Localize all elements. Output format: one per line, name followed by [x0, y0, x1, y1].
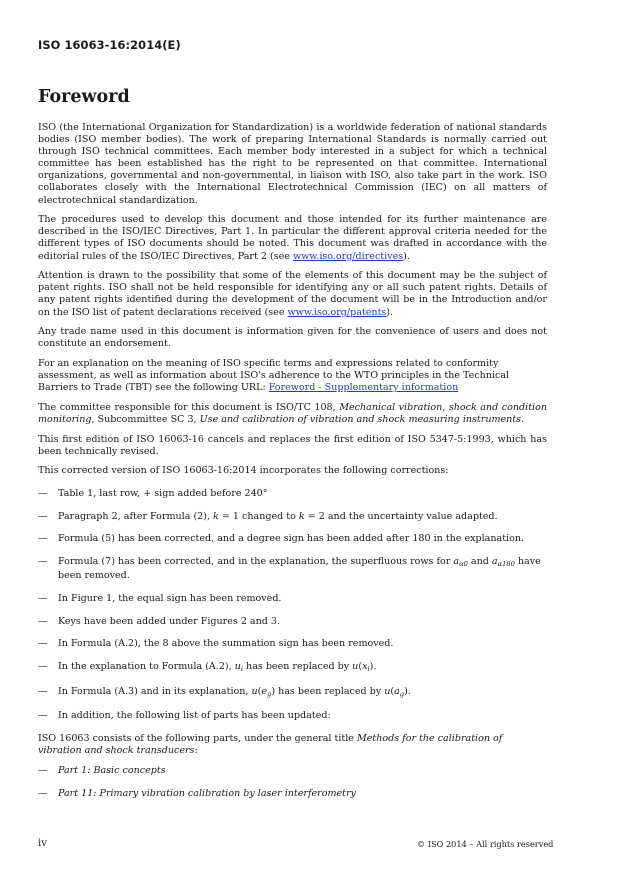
paragraph-procedures: The procedures used to develop this document and those intended for its further maintenance are described in the ISO/IEC Directives, Part 1. In particular the different approval criteria needed for the different types of ISO documents should be noted. This document was drafted in accordance with the editorial rules of the ISO/IEC Directives, Part 2 (see www.iso.org/directives).	[38, 214, 547, 262]
paragraph-edition: This first edition of ISO 16063-16 cancels and replaces the first edition of ISO 5347-5:1993, which has been technically revised.	[38, 433, 547, 457]
part-item: — Part 11: Primary vibration calibration by laser interferometry	[38, 787, 356, 799]
correction-item: — In addition, the following list of parts has been updated:	[38, 710, 331, 722]
correction-item: — Table 1, last row, + sign added before 240°	[38, 488, 268, 500]
correction-item: — Paragraph 2, after Formula (2), k = 1 changed to k = 2 and the uncertainty value adapted.	[38, 510, 498, 522]
paragraph-parts-intro: ISO 16063 consists of the following parts, under the general title Methods for the calibration of vibration and shock transducers:	[38, 733, 503, 757]
paragraph-corrected-version: This corrected version of ISO 16063-16:2014 incorporates the following corrections:	[38, 465, 449, 477]
correction-item: — Keys have been added under Figures 2 and 3.	[38, 615, 281, 627]
page-number: iv	[38, 838, 47, 849]
supplementary-information-link[interactable]: Foreword - Supplementary information	[268, 382, 459, 394]
paragraph-conformity: For an explanation on the meaning of ISO specific terms and expressions related to conformity assessment, as well as information about ISO's adherence to the WTO principles in the Technical Barriers to Trade (TBT) see the following URL: Foreword - Supplementary information	[38, 357, 510, 394]
correction-item: — Formula (5) has been corrected, and a degree sign has been added after 180 in the explanation.	[38, 533, 525, 545]
part-item: — Part 1: Basic concepts	[38, 764, 166, 776]
correction-item: — In Formula (A.2), the 8 above the summation sign has been removed.	[38, 638, 394, 650]
foreword-body	[38, 122, 547, 810]
correction-item: — In the explanation to Formula (A.2), $u_i$ has been replaced by $u(x_i)$.	[38, 661, 377, 673]
correction-item: — In Figure 1, the equal sign has been removed.	[38, 592, 282, 604]
paragraph-patents: Attention is drawn to the possibility that some of the elements of this document may be the subject of patent rights. ISO shall not be held responsible for identifying any or all such patent rights. Details of any patent rights identified during the development of the document will be in the Introduction and/or on the ISO list of patent declarations received (see www.iso.org/patents).	[38, 270, 547, 318]
correction-item: — Formula (7) has been corrected, and in the explanation, the superfluous rows for $a_{\alpha 0}$ and $a_{\alpha 180}$ have been removed.	[38, 556, 541, 582]
document-id-header: ISO 16063-16:2014(E)	[38, 38, 181, 52]
paragraph-iso-intro: ISO (the International Organization for Standardization) is a worldwide federation of national standards bodies (ISO member bodies). The work of preparing International Standards is normally carried out through ISO technical committees. Each member body interested in a subject for which a technical committee has been established has the right to be represented on that committee. International organizations, governmental and non-governmental, in liaison with ISO, also take part in the work. ISO collaborates closely with the International Electrotechnical Commission (IEC) on all matters of electrotechnical standardization.	[38, 122, 547, 206]
directives-link[interactable]: www.iso.org/directives	[292, 250, 404, 262]
page-title: Foreword	[38, 87, 130, 107]
copyright-notice: © ISO 2014 – All rights reserved	[417, 839, 554, 849]
correction-item: — In Formula (A.3) and in its explanation, $u(e_g)$ has been replaced by $u(a_g)$.	[38, 685, 411, 698]
paragraph-trade-name: Any trade name used in this document is information given for the convenience of users and does not constitute an endorsement.	[38, 326, 547, 350]
patents-link[interactable]: www.iso.org/patents	[287, 306, 387, 318]
paragraph-committee: The committee responsible for this document is ISO/TC 108, Mechanical vibration, shock and condition monitoring, Subcommittee SC 3, Use and calibration of vibration and shock measuring instruments.	[38, 401, 547, 425]
